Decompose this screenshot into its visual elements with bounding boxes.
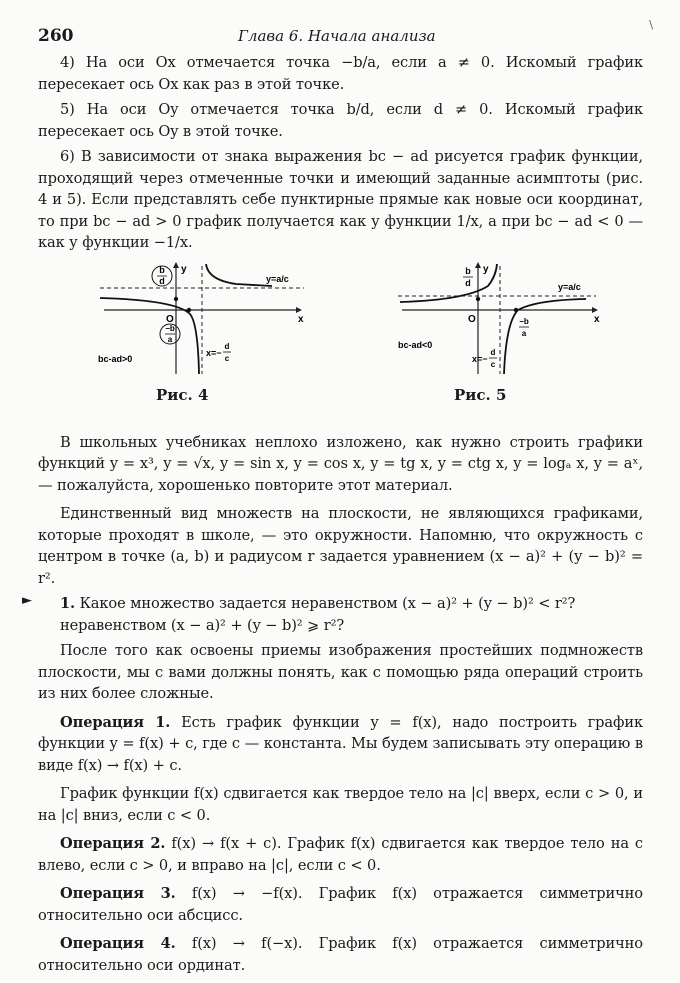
para-circles: Единственный вид множеств на плоскости, не являющихся графиками, которые проходят в школе, — это окружности. Напомню, что окружность с центром в точке (a, b) и радиусом r задается уравнением (x − a)² + (y − b)² = r². (38, 505, 643, 587)
para-schools: В школьных учебниках неплохо изложено, как нужно строить графики функций y = x³, y = √x, y = sin x, y = cos x, y = tg x, y = ctg x, y = logₐ x, y = aˣ, — пожалуйста, хорошенько повторите этот материал. (38, 433, 643, 494)
y-axis-label: y (181, 263, 187, 275)
operation-2-text: f(x) → f(x + c). График f(x) сдвигается как твердое тело на c влево, если c > 0, и вправо на |c|, если c < 0. (38, 835, 643, 874)
minus-b-over-a-num: −b (519, 316, 529, 326)
horizontal-asymptote-label: y=a/c (266, 273, 289, 284)
vertical-asymptote-den: c (224, 353, 230, 363)
figure-5-plot (396, 262, 606, 384)
figures-row (38, 262, 643, 412)
y-axis-label: y (483, 263, 489, 275)
operation-1-explain: График функции f(x) сдвигается как твердое тело на |c| вверх, если c > 0, и на |c| вниз, если c < 0. (38, 785, 643, 824)
figure-5 (396, 262, 606, 404)
vertical-asymptote-num: d (490, 347, 496, 357)
vertical-asymptote-num: d (224, 341, 230, 351)
figure-4-plot (96, 262, 316, 384)
exercise-1 (22, 593, 643, 636)
minus-b-over-a-den: a (167, 334, 173, 344)
corner-mark: \ (649, 18, 653, 31)
vertical-asymptote-label: x=− (206, 347, 222, 358)
operation-2 (38, 833, 643, 876)
operation-4-label: Операция 4. (60, 935, 176, 952)
horizontal-asymptote-label: y=a/c (558, 281, 581, 292)
b-over-d-den: d (159, 275, 165, 286)
x-axis-label: x (298, 313, 304, 325)
vertical-asymptote-label: x=− (472, 353, 488, 364)
operation-3-text: f(x) → −f(x). График f(x) отражается симметрично относительно оси абсцисс. (38, 885, 643, 924)
item-6: 6) В зависимости от знака выражения bc − ad рисуется график функции, проходящий через отмеченные точки и имеющий заданные асимптоты (рис. 4 и 5). Если представлять себе пунктирные прямые как новые оси координат, то при bc − ad > 0 график получается как у функции 1/x, а при bc − ad < 0 — как у функции −1/x. (38, 148, 643, 251)
operation-4 (38, 933, 643, 976)
condition-label: bc-ad<0 (398, 339, 433, 350)
operation-1 (38, 712, 643, 777)
para-after: После того как освоены приемы изображения простейших подмножеств плоскости, мы с вами должны понять, как с помощью ряда операций строить из них более сложные. (38, 642, 643, 702)
item-5: 5) На оси Oy отмечается точка b/d, если d ≠ 0. Искомый график пересекает ось Oy в этой точке. (38, 101, 643, 140)
exercise-number: 1. (60, 595, 76, 612)
origin-label: O (166, 313, 174, 325)
chapter-title: Глава 6. Начала анализа (238, 27, 436, 45)
exercise-1-line2: неравенством (x − a)² + (y − b)² ⩾ r²? (60, 616, 345, 634)
page-number: 260 (38, 26, 74, 46)
exercise-text-1: Какое множество задается неравенством (x − a)² + (y − b)² < r²? (79, 595, 576, 612)
book-page (22, 18, 653, 976)
minus-b-over-a-num: −b (165, 323, 175, 333)
origin-label: O (468, 313, 476, 325)
x-axis-label: x (594, 313, 600, 325)
hyperbola-right-branch (206, 264, 272, 286)
vertical-asymptote-den: c (490, 359, 496, 369)
operation-2-label: Операция 2. (60, 835, 166, 852)
operation-1-label: Операция 1. (60, 713, 171, 731)
operation-4-text: f(x) → f(−x). График f(x) отражается симметрично относительно оси ординат. (38, 935, 643, 974)
running-header (38, 18, 653, 52)
exercise-1-line1 (60, 593, 643, 615)
operation-3-label: Операция 3. (60, 885, 176, 902)
b-over-d-num: b (465, 265, 471, 276)
figure-4-caption: Рис. 4 (156, 385, 209, 404)
operation-1-text: Есть график функции y = f(x), надо построить график функции y = f(x) + c, где c — константа. Мы будем записывать эту операцию в виде f(x) → f(x) + c. (38, 713, 643, 774)
b-over-d-num: b (159, 264, 165, 275)
condition-label: bc-ad>0 (98, 353, 133, 364)
item-4: 4) На оси Ox отмечается точка −b/a, если a ≠ 0. Искомый график пересекает ось Ox как раз в этой точке. (38, 54, 643, 93)
minus-b-over-a-den: a (521, 328, 527, 338)
b-over-d-den: d (465, 277, 471, 288)
exercise-marker-icon: ► (22, 593, 32, 608)
operation-3 (38, 883, 643, 926)
figure-4 (96, 262, 316, 404)
figure-5-caption: Рис. 5 (454, 385, 507, 404)
